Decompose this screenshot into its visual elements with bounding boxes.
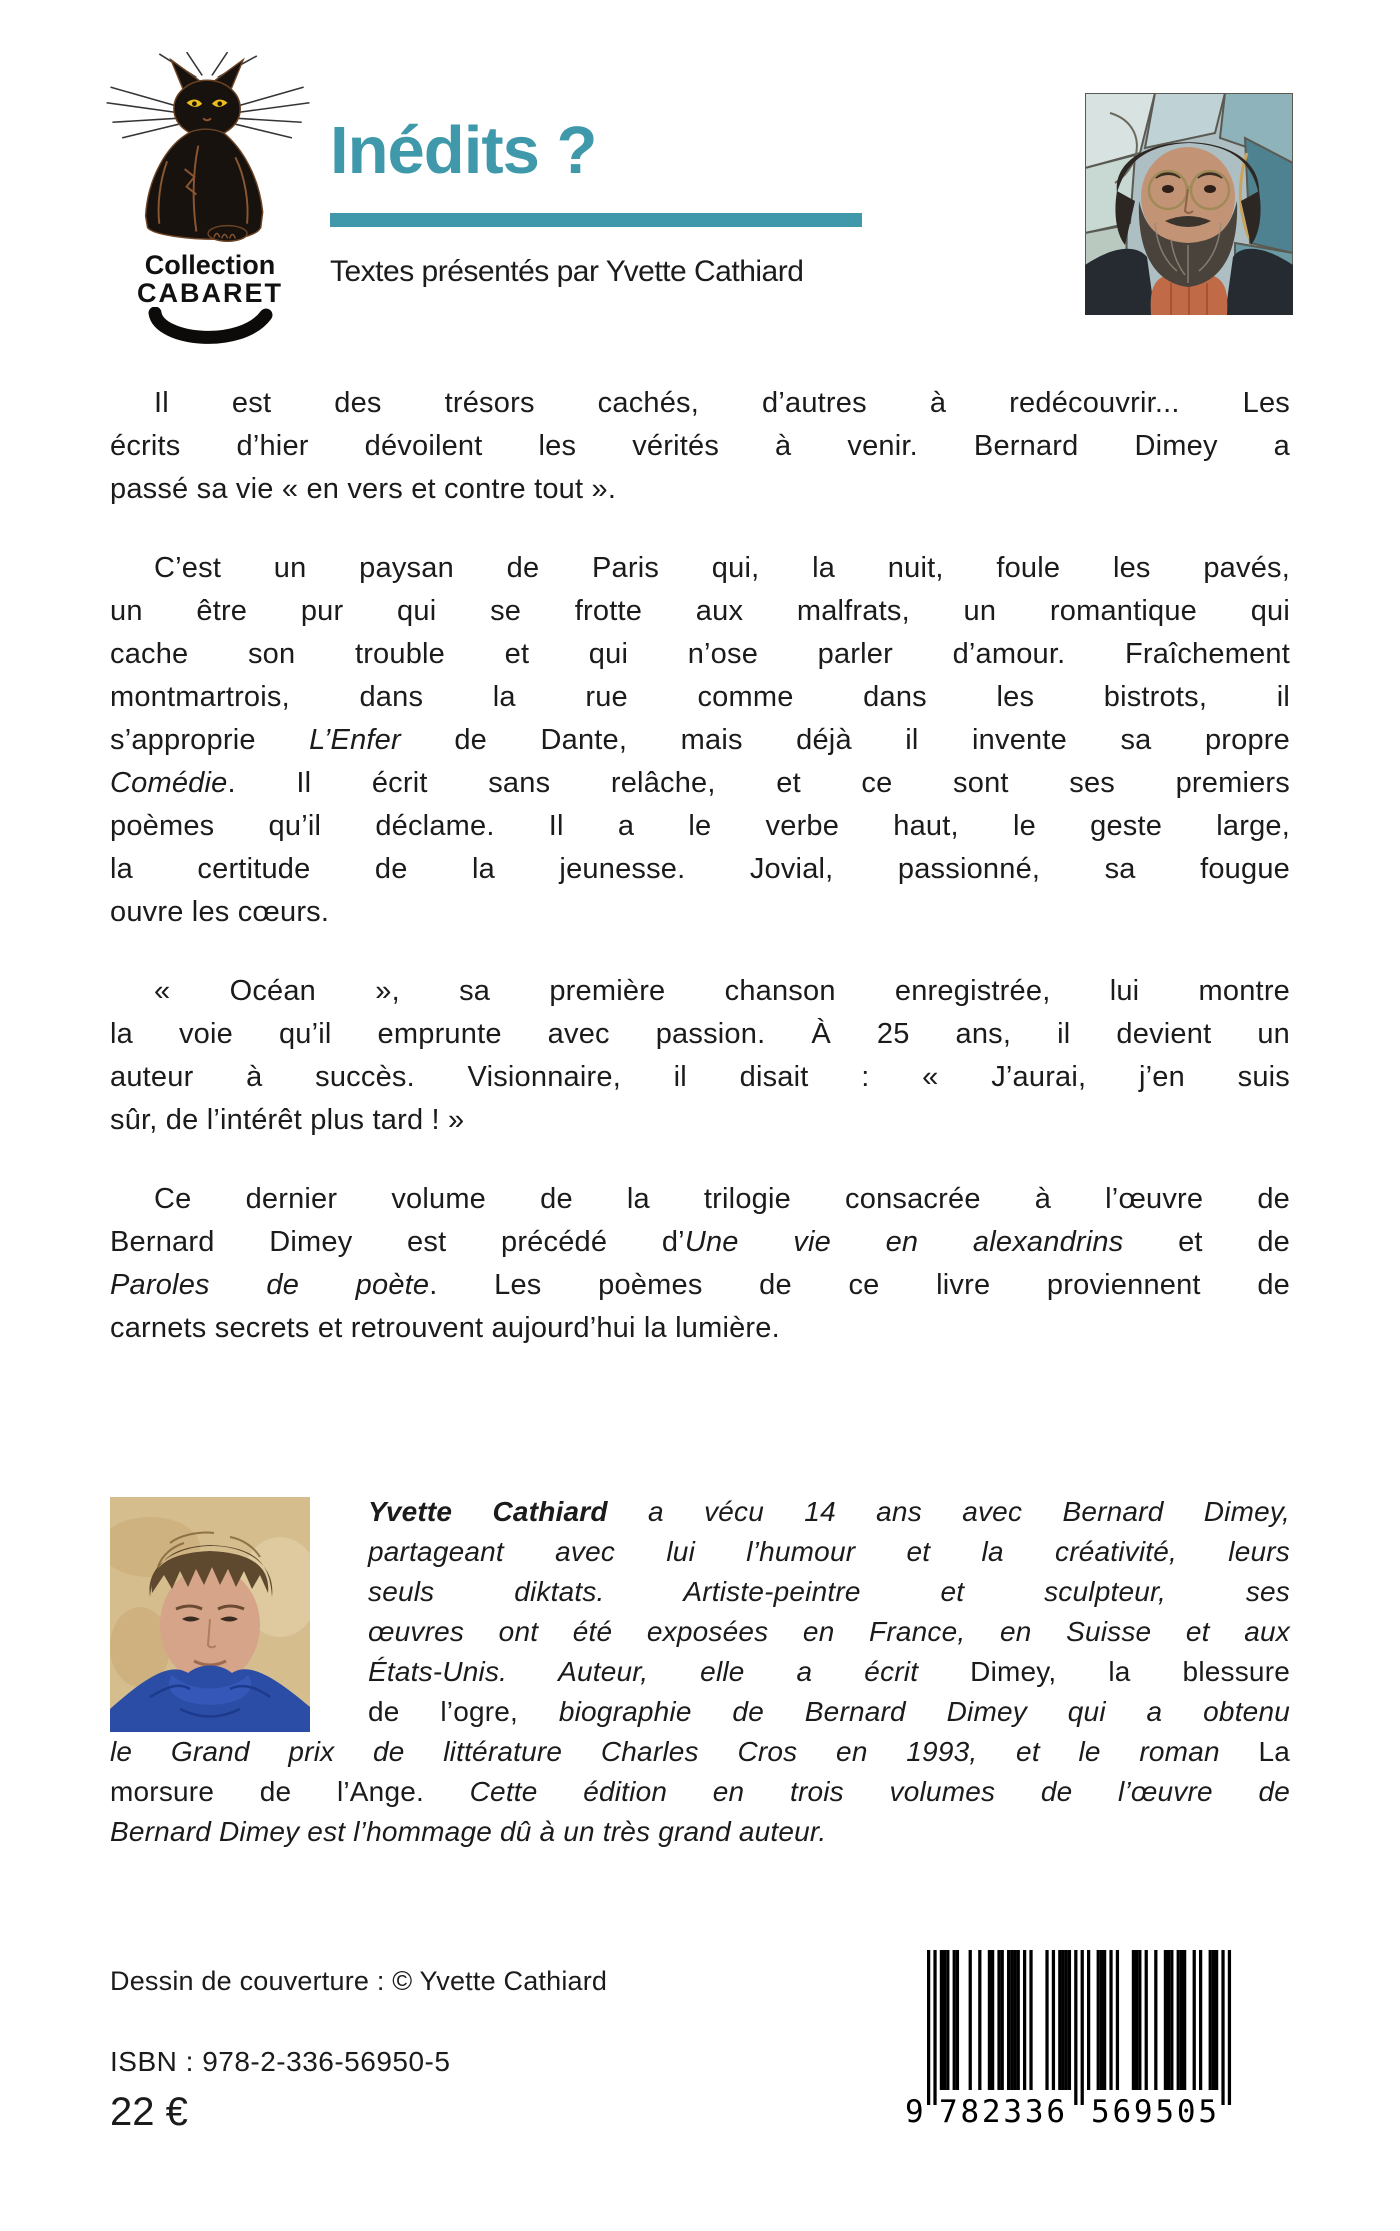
text-line [110, 1264, 1290, 1307]
text-line [110, 1013, 1290, 1056]
text-line [110, 1812, 1290, 1852]
text-segment: s’approprie [110, 724, 310, 756]
text-line [110, 1307, 1290, 1350]
text-segment: Ce dernier volume de la trilogie consacrée à l’œuvre de [154, 1183, 1290, 1215]
barcode-digits-left: 782336 [939, 2094, 1065, 2130]
text-segment: L’Enfer [309, 724, 401, 756]
text-line [368, 1692, 1290, 1732]
text-segment: Yvette Cathiard [368, 1496, 608, 1527]
text-line [110, 382, 1290, 425]
text-segment: la voie qu’il emprunte avec passion. À 25 ans, il devient un [110, 1018, 1290, 1050]
text-line [110, 1099, 1290, 1142]
title-rule [330, 213, 862, 227]
text-line [110, 762, 1290, 805]
text-line [110, 547, 1290, 590]
text-segment: Cette édition en trois volumes de l’œuvre de [469, 1776, 1290, 1807]
page-title: Inédits ? [330, 113, 597, 188]
body-paragraph [110, 382, 1290, 511]
text-segment: cache son trouble et qui n’ose parler d’amour. Fraîchement [110, 638, 1290, 670]
text-segment: écrits d’hier dévoilent les vérités à venir. Bernard Dimey a [110, 430, 1290, 462]
subtitle: Textes présentés par Yvette Cathiard [330, 255, 804, 288]
text-segment: . Les poèmes de ce livre proviennent de [429, 1269, 1290, 1301]
text-segment: Il est des trésors cachés, d’autres à redécouvrir... Les [154, 387, 1290, 419]
text-segment: La [1258, 1736, 1290, 1767]
price-text: 22 € [110, 2090, 188, 2134]
text-line [110, 1056, 1290, 1099]
text-segment: carnets secrets et retrouvent aujourd’hui la lumière. [110, 1312, 780, 1344]
text-segment: Une vie en alexandrins [684, 1226, 1124, 1258]
text-line [110, 1178, 1290, 1221]
cabaret-label: CABARET [137, 277, 283, 308]
text-line [110, 676, 1290, 719]
text-line [110, 848, 1290, 891]
barcode-digit-9: 9 [905, 2094, 924, 2130]
body-paragraph [110, 970, 1290, 1142]
text-line [368, 1532, 1290, 1572]
text-segment: C’est un paysan de Paris qui, la nuit, foule les pavés, [154, 552, 1290, 584]
text-line [368, 1652, 1290, 1692]
text-segment: Bernard Dimey est l’hommage dû à un très grand auteur. [110, 1816, 827, 1847]
text-line [110, 805, 1290, 848]
body-paragraph [110, 547, 1290, 934]
text-segment: a vécu 14 ans avec Bernard Dimey, [607, 1496, 1291, 1527]
cover-credit: Dessin de couverture : © Yvette Cathiard [110, 1966, 608, 1996]
text-line [368, 1612, 1290, 1652]
text-segment: montmartrois, dans la rue comme dans les bistrots, il [110, 681, 1290, 713]
text-segment: partageant avec lui l’humour et la créativité, leurs [368, 1536, 1290, 1567]
text-segment: le Grand prix de littérature Charles Cros en 1993, et le roman [110, 1736, 1259, 1767]
text-segment: morsure de l’Ange. [110, 1776, 470, 1807]
text-segment: biographie de Bernard Dimey qui a obtenu [558, 1696, 1290, 1727]
text-segment: « Océan », sa première chanson enregistrée, lui montre [154, 975, 1290, 1007]
text-line [368, 1572, 1290, 1612]
collection-label: Collection [144, 250, 276, 280]
text-segment: Paroles de poète [110, 1269, 430, 1301]
text-line [110, 1221, 1290, 1264]
collection-logo [100, 52, 320, 353]
text-line [110, 970, 1290, 1013]
text-segment: passé sa vie « en vers et contre tout ». [110, 473, 617, 505]
text-line [110, 719, 1290, 762]
cat-tail-icon [135, 307, 285, 353]
body-paragraph [110, 1178, 1290, 1350]
text-segment: ouvre les cœurs. [110, 896, 330, 928]
text-segment: sûr, de l’intérêt plus tard ! » [110, 1104, 465, 1136]
text-line [110, 590, 1290, 633]
text-segment: et de [1123, 1226, 1290, 1258]
text-line [368, 1492, 1290, 1532]
barcode [903, 1950, 1237, 2130]
text-segment: œuvres ont été exposées en France, en Suisse et aux [368, 1616, 1290, 1647]
body-text [110, 382, 1290, 1386]
text-line [110, 425, 1290, 468]
text-segment: Dimey, la blessure [970, 1656, 1290, 1687]
text-line [110, 468, 1290, 511]
text-segment: Comédie [110, 767, 228, 799]
isbn-text: ISBN : 978-2-336-56950-5 [110, 2046, 451, 2077]
text-segment: un être pur qui se frotte aux malfrats, un romantique qui [110, 595, 1290, 627]
text-segment: auteur à succès. Visionnaire, il disait : « J’aurai, j’en suis [110, 1061, 1290, 1093]
text-segment: de l’ogre, [368, 1696, 559, 1727]
text-segment: seuls diktats. Artiste-peintre et sculpteur, ses [368, 1576, 1290, 1607]
text-segment: la certitude de la jeunesse. Jovial, passionné, sa fougue [110, 853, 1290, 885]
bio-section [110, 1492, 1290, 1852]
text-line [110, 1732, 1290, 1772]
title-block [330, 112, 890, 289]
barcode-digits-right: 569505 [1091, 2094, 1217, 2130]
text-segment: de Dante, mais déjà il invente sa propre [400, 724, 1290, 756]
text-line [110, 1772, 1290, 1812]
text-segment: Bernard Dimey est précédé d’ [110, 1226, 685, 1258]
text-segment: poèmes qu’il déclame. Il a le verbe haut, le geste large, [110, 810, 1290, 842]
text-line [110, 891, 1290, 934]
text-segment: États-Unis. Auteur, elle a écrit [368, 1656, 971, 1687]
text-line [110, 633, 1290, 676]
presenter-photo [110, 1497, 310, 1732]
black-cat-icon [100, 52, 320, 252]
author-photo [1085, 93, 1293, 315]
text-segment: . Il écrit sans relâche, et ce sont ses premiers [227, 767, 1290, 799]
